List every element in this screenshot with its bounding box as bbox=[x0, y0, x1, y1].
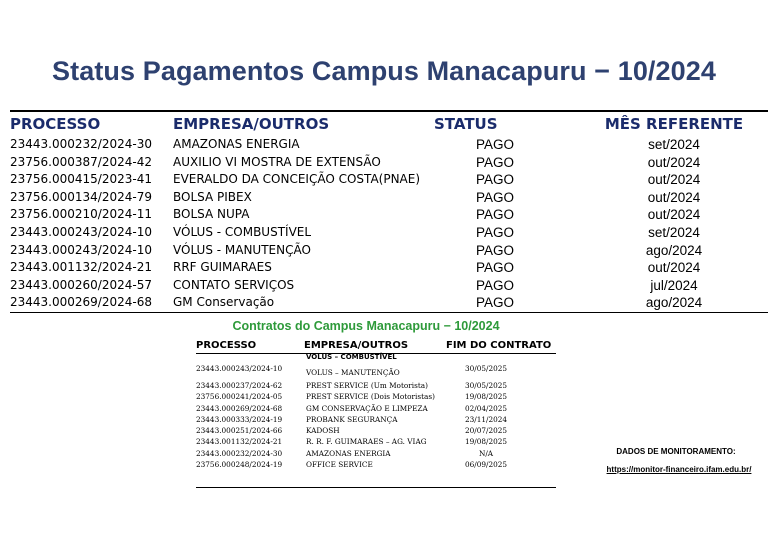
cell-processo: 23443.000269/2024-68 bbox=[10, 295, 152, 310]
cell-mes-referente: out/2024 bbox=[647, 172, 701, 188]
contracts-cell-fim: 02/04/2025 bbox=[464, 403, 508, 413]
contracts-cell-processo: 23756.000241/2024-05 bbox=[196, 392, 283, 402]
contracts-cell-fim: 30/05/2025 bbox=[464, 364, 508, 373]
cell-processo: 23443.000243/2024-10 bbox=[10, 242, 152, 257]
header-divider bbox=[10, 110, 768, 112]
monitoring-link[interactable]: https://monitor-financeiro.ifam.edu.br/ bbox=[606, 465, 752, 474]
table-row bbox=[0, 295, 768, 313]
cell-status: PAGO bbox=[475, 154, 514, 170]
cell-mes-referente: ago/2024 bbox=[645, 295, 703, 311]
cell-status: PAGO bbox=[475, 242, 514, 258]
contracts-row bbox=[196, 460, 556, 471]
cell-status: PAGO bbox=[475, 277, 514, 293]
cell-empresa: EVERALDO DA CONCEIÇÃO COSTA(PNAE) bbox=[173, 172, 421, 187]
contracts-cell-empresa: PROBANK SEGURANÇA bbox=[306, 414, 398, 424]
payments-table-body bbox=[0, 137, 768, 313]
cell-empresa: GM Conservação bbox=[173, 295, 275, 310]
contracts-row bbox=[196, 415, 556, 426]
contracts-row bbox=[196, 426, 556, 437]
cell-processo: 23756.000210/2024-11 bbox=[10, 207, 152, 222]
cell-mes-referente: out/2024 bbox=[647, 207, 701, 223]
contracts-cell-processo: 23443.000251/2024-66 bbox=[196, 426, 283, 436]
contracts-table-bottom-border bbox=[196, 487, 556, 488]
contracts-first-row bbox=[196, 353, 556, 381]
contracts-cell-fim: 19/08/2025 bbox=[464, 392, 508, 402]
contracts-cell-fim: 19/08/2025 bbox=[464, 437, 508, 447]
cell-processo: 23443.000243/2024-10 bbox=[10, 224, 152, 239]
contracts-cell-fim: 30/05/2025 bbox=[464, 381, 508, 390]
cell-empresa: AUXILIO VI MOSTRA DE EXTENSÃO bbox=[173, 154, 381, 169]
cell-status: PAGO bbox=[475, 137, 514, 152]
contracts-row bbox=[196, 404, 556, 415]
cell-empresa: VÓLUS - COMBUSTÍVEL bbox=[173, 224, 312, 239]
table-row bbox=[0, 155, 768, 173]
contracts-cell-empresa: OFFICE SERVICE bbox=[306, 460, 373, 470]
payments-table-bottom-border bbox=[10, 312, 768, 313]
monitoring-label: DADOS DE MONITORAMENTO: bbox=[616, 447, 736, 456]
contracts-cell-processo: 23443.000237/2024-62 bbox=[196, 381, 283, 390]
contracts-cell-empresa: PREST SERVICE (Um Motorista) bbox=[306, 381, 428, 390]
table-row bbox=[0, 172, 768, 190]
contracts-cell-processo: 23443.000333/2024-19 bbox=[196, 414, 283, 424]
cell-status: PAGO bbox=[475, 295, 514, 311]
contracts-cell-processo: 23443.000269/2024-68 bbox=[196, 403, 283, 413]
contracts-row bbox=[196, 449, 556, 460]
contracts-cell-fim: 23/11/2024 bbox=[464, 414, 508, 424]
cell-processo: 23756.000415/2023-41 bbox=[10, 172, 152, 187]
table-row bbox=[0, 243, 768, 261]
cell-empresa: RRF GUIMARAES bbox=[173, 260, 272, 275]
table-row bbox=[0, 260, 768, 278]
contracts-cell-processo: 23756.000248/2024-19 bbox=[196, 460, 283, 470]
cell-mes-referente: out/2024 bbox=[647, 154, 701, 170]
contracts-table-body bbox=[196, 353, 556, 471]
contracts-cell-empresa-bottom: VOLUS – MANUTENÇÃO bbox=[306, 368, 400, 377]
cell-mes-referente: jul/2024 bbox=[650, 277, 698, 293]
cell-empresa: VÓLUS - MANUTENÇÃO bbox=[173, 242, 311, 257]
cell-processo: 23443.000260/2024-57 bbox=[10, 277, 152, 292]
table-row bbox=[0, 225, 768, 243]
contracts-cell-empresa: R. R. F. GUIMARAES – AG. VIAG bbox=[306, 437, 427, 447]
contracts-row bbox=[196, 437, 556, 448]
contracts-title: Contratos do Campus Manacapuru − 10/2024 bbox=[232, 319, 500, 333]
contracts-cell-empresa: GM CONSERVAÇÃO E LIMPEZA bbox=[306, 403, 428, 413]
contracts-cell-empresa-top: VOLUS – COMBUSTÍVEL bbox=[306, 353, 397, 361]
cell-status: PAGO bbox=[475, 207, 514, 223]
page-title: Status Pagamentos Campus Manacapuru − 10/2024 bbox=[52, 56, 716, 86]
contracts-cell-empresa: AMAZONAS ENERGIA bbox=[306, 448, 391, 458]
contracts-header-fim: FIM DO CONTRATO bbox=[446, 340, 552, 351]
cell-processo: 23756.000134/2024-79 bbox=[10, 189, 152, 204]
column-header-mes-referente: MÊS REFERENTE bbox=[604, 115, 744, 133]
cell-empresa: BOLSA NUPA bbox=[173, 207, 250, 222]
table-row bbox=[0, 207, 768, 225]
cell-processo: 23443.001132/2024-21 bbox=[10, 260, 152, 275]
column-header-status: STATUS bbox=[434, 115, 498, 133]
cell-mes-referente: out/2024 bbox=[647, 260, 701, 276]
contracts-table-header bbox=[196, 340, 556, 354]
cell-status: PAGO bbox=[475, 172, 514, 188]
contracts-cell-empresa: PREST SERVICE (Dois Motoristas) bbox=[306, 392, 435, 402]
column-header-processo: PROCESSO bbox=[10, 115, 101, 133]
table-row bbox=[0, 190, 768, 208]
column-header-empresa: EMPRESA/OUTROS bbox=[173, 115, 330, 133]
cell-mes-referente: ago/2024 bbox=[645, 242, 703, 258]
contracts-row bbox=[196, 392, 556, 403]
cell-mes-referente: out/2024 bbox=[647, 189, 701, 205]
cell-status: PAGO bbox=[475, 260, 514, 276]
cell-status: PAGO bbox=[475, 224, 514, 240]
contracts-header-processo: PROCESSO bbox=[196, 340, 257, 351]
contracts-cell-processo: 23443.000232/2024-30 bbox=[196, 448, 283, 458]
contracts-cell-fim: 06/09/2025 bbox=[464, 460, 508, 470]
cell-empresa: CONTATO SERVIÇOS bbox=[173, 277, 295, 292]
payments-table-header bbox=[0, 115, 768, 135]
contracts-cell-processo: 23443.001132/2024-21 bbox=[196, 437, 283, 447]
cell-empresa: AMAZONAS ENERGIA bbox=[173, 137, 300, 151]
contracts-cell-empresa: KADOSH bbox=[306, 426, 340, 436]
cell-status: PAGO bbox=[475, 189, 514, 205]
contracts-cell-processo: 23443.000243/2024-10 bbox=[196, 364, 283, 373]
table-row bbox=[0, 278, 768, 296]
cell-processo: 23443.000232/2024-30 bbox=[10, 137, 152, 151]
contracts-cell-fim: N/A bbox=[478, 448, 494, 458]
contracts-cell-fim: 20/07/2025 bbox=[464, 426, 508, 436]
contracts-header-empresa: EMPRESA/OUTROS bbox=[304, 340, 409, 351]
contracts-row bbox=[196, 381, 556, 392]
cell-mes-referente: set/2024 bbox=[648, 224, 700, 240]
table-row bbox=[0, 137, 768, 155]
cell-processo: 23756.000387/2024-42 bbox=[10, 154, 152, 169]
cell-mes-referente: set/2024 bbox=[648, 137, 700, 152]
cell-empresa: BOLSA PIBEX bbox=[173, 189, 252, 204]
